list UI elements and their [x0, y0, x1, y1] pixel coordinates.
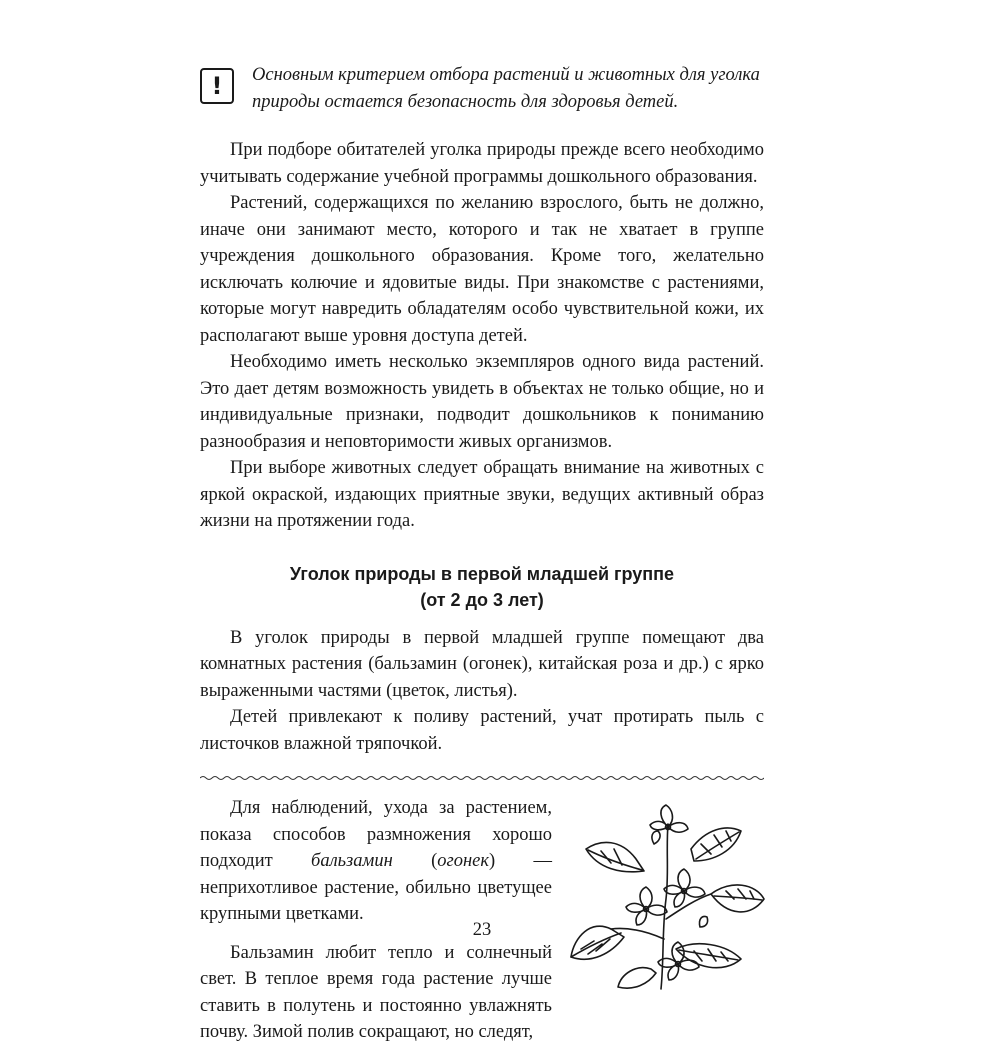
exclamation-symbol: ! [211, 72, 223, 100]
balsam-term: бальзамин [311, 851, 393, 871]
note-text: Основным критерием отбора растений и животных для уголка природы остается безопасность для здоровья детей. [252, 65, 760, 112]
section-text [200, 625, 764, 758]
intro-paragraph-1: При подборе обитателей уголка природы прежде всего необходимо учитывать содержание учебной программы дошкольного образования. [200, 140, 764, 187]
section-title-line-2: (от 2 до 3 лет) [420, 589, 544, 610]
balsam-paragraph-2: Бальзамин любит тепло и солнечный свет. В теплое время года растение лучше ставить в полутень и постоянно увлажнять почву. Зимой полив сокращают, но следят, [200, 942, 552, 1042]
section-paragraph-1: В уголок природы в первой младшей группе помещают два комнатных растения (бальзамин (огонек), китайская роза и др.) с ярко выраженными частями (цветок, листья). [200, 627, 764, 701]
intro-text [200, 137, 764, 535]
balsam-text-run: ) — неприхотливое растение, обильно цветущее крупными цветками. [200, 851, 552, 924]
section-title-line-1: Уголок природы в первой младшей группе [289, 563, 675, 584]
wavy-divider [200, 773, 764, 783]
page-number: 23 [472, 920, 492, 940]
balsam-flower-illustration [566, 799, 766, 999]
ogonek-term: огонек [437, 851, 490, 871]
intro-paragraph-4: При выборе животных следует обращать внимание на животных с яркой окраской, издающих приятные звуки, ведущих активный образ жизни на протяжении года. [200, 458, 764, 531]
balsam-text-run: ( [392, 851, 438, 871]
balsam-text-run: Для наблюдений, ухода за растением, показа способов размножения хорошо подходит [200, 798, 552, 871]
balsam-paragraph-1 [200, 795, 552, 928]
intro-paragraph-3: Необходимо иметь несколько экземпляров одного вида растений. Это дает детям возможность увидеть в объектах не только общие, но и индивидуальные признаки, подводит дошкольников к пониманию разнообразия и неповторимости живых организмов. [200, 352, 764, 452]
section-heading [200, 561, 764, 613]
important-note [200, 62, 764, 116]
book-page [200, 62, 764, 1042]
section-paragraph-2: Детей привлекают к поливу растений, учат протирать пыль с листочков влажной тряпочкой. [200, 707, 764, 754]
balsam-section [200, 795, 764, 1042]
intro-paragraph-2: Растений, содержащихся по желанию взрослого, быть не должно, иначе они занимают место, которого и так не хватает в группе учреждения дошкольного образования. Кроме того, желательно исключать колючие и ядовитые виды. При знакомстве с растениями, которые могут навредить обладателям особо чувствительной кожи, их располагают выше уровня доступа детей. [200, 193, 764, 346]
exclamation-box-icon [200, 68, 234, 104]
